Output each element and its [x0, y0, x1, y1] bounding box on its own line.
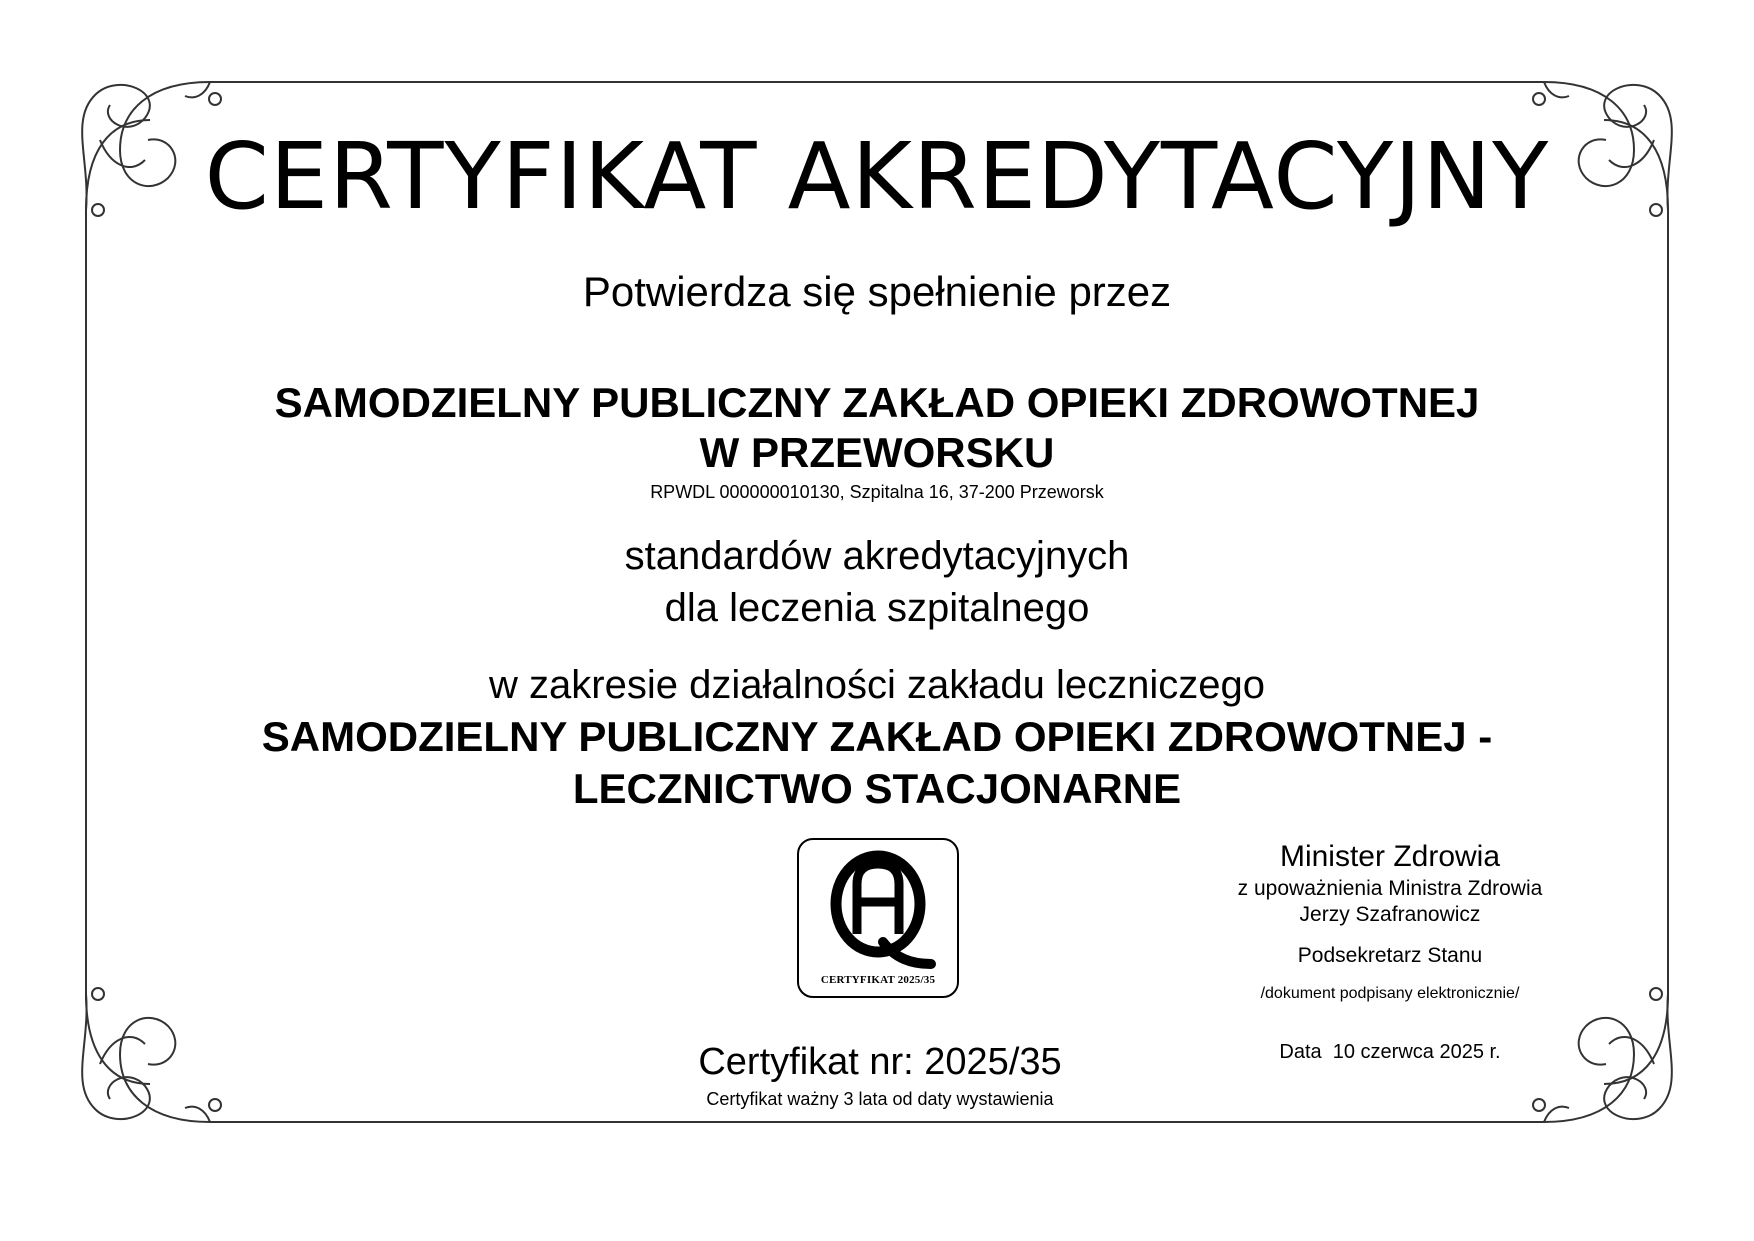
- corner-ornament-bottom-left: [82, 988, 221, 1122]
- standards-line-1: standardów akredytacyjnych: [624, 534, 1130, 578]
- certificate-title: CERTYFIKAT AKREDYTACYJNY: [204, 123, 1550, 230]
- scope-name-line-2: LECZNICTWO STACJONARNE: [572, 765, 1182, 812]
- logo-caption: CERTYFIKAT 2025/35: [820, 974, 936, 986]
- confirmation-text: Potwierdza się spełnienie przez: [582, 268, 1172, 315]
- certificate-number: Certyfikat nr: 2025/35: [698, 1041, 1062, 1083]
- standards-text: [0, 530, 1754, 634]
- organization-name-line-1: SAMODZIELNY PUBLICZNY ZAKŁAD OPIEKI ZDROWOTNEJ: [274, 379, 1480, 426]
- organization-name-line-2: W PRZEWORSKU: [699, 429, 1055, 476]
- organization-registry: RPWDL 000000010130, Szpitalna 16, 37-200 Przeworsk: [650, 482, 1104, 502]
- electronic-signature-note: /dokument podpisany elektronicznie/: [1260, 985, 1520, 1002]
- scope-name: [0, 711, 1754, 815]
- standards-line-2: dla leczenia szpitalnego: [664, 586, 1090, 630]
- accreditation-logo: [797, 838, 959, 998]
- signatory-role: Podsekretarz Stanu: [1297, 944, 1483, 967]
- qh-logo-icon: [799, 840, 957, 996]
- certificate-validity: Certyfikat ważny 3 lata od daty wystawienia: [706, 1089, 1054, 1109]
- scope-intro: w zakresie działalności zakładu leczniczego: [489, 663, 1265, 707]
- issue-date: Data 10 czerwca 2025 r.: [1279, 1041, 1501, 1063]
- signatory-name: Jerzy Szafranowicz: [1299, 903, 1481, 926]
- signatory-title: Minister Zdrowia: [1279, 840, 1501, 873]
- organization-name: [0, 378, 1754, 478]
- scope-name-line-1: SAMODZIELNY PUBLICZNY ZAKŁAD OPIEKI ZDROWOTNEJ -: [261, 713, 1493, 760]
- signatory-authorization: z upoważnienia Ministra Zdrowia: [1237, 877, 1543, 900]
